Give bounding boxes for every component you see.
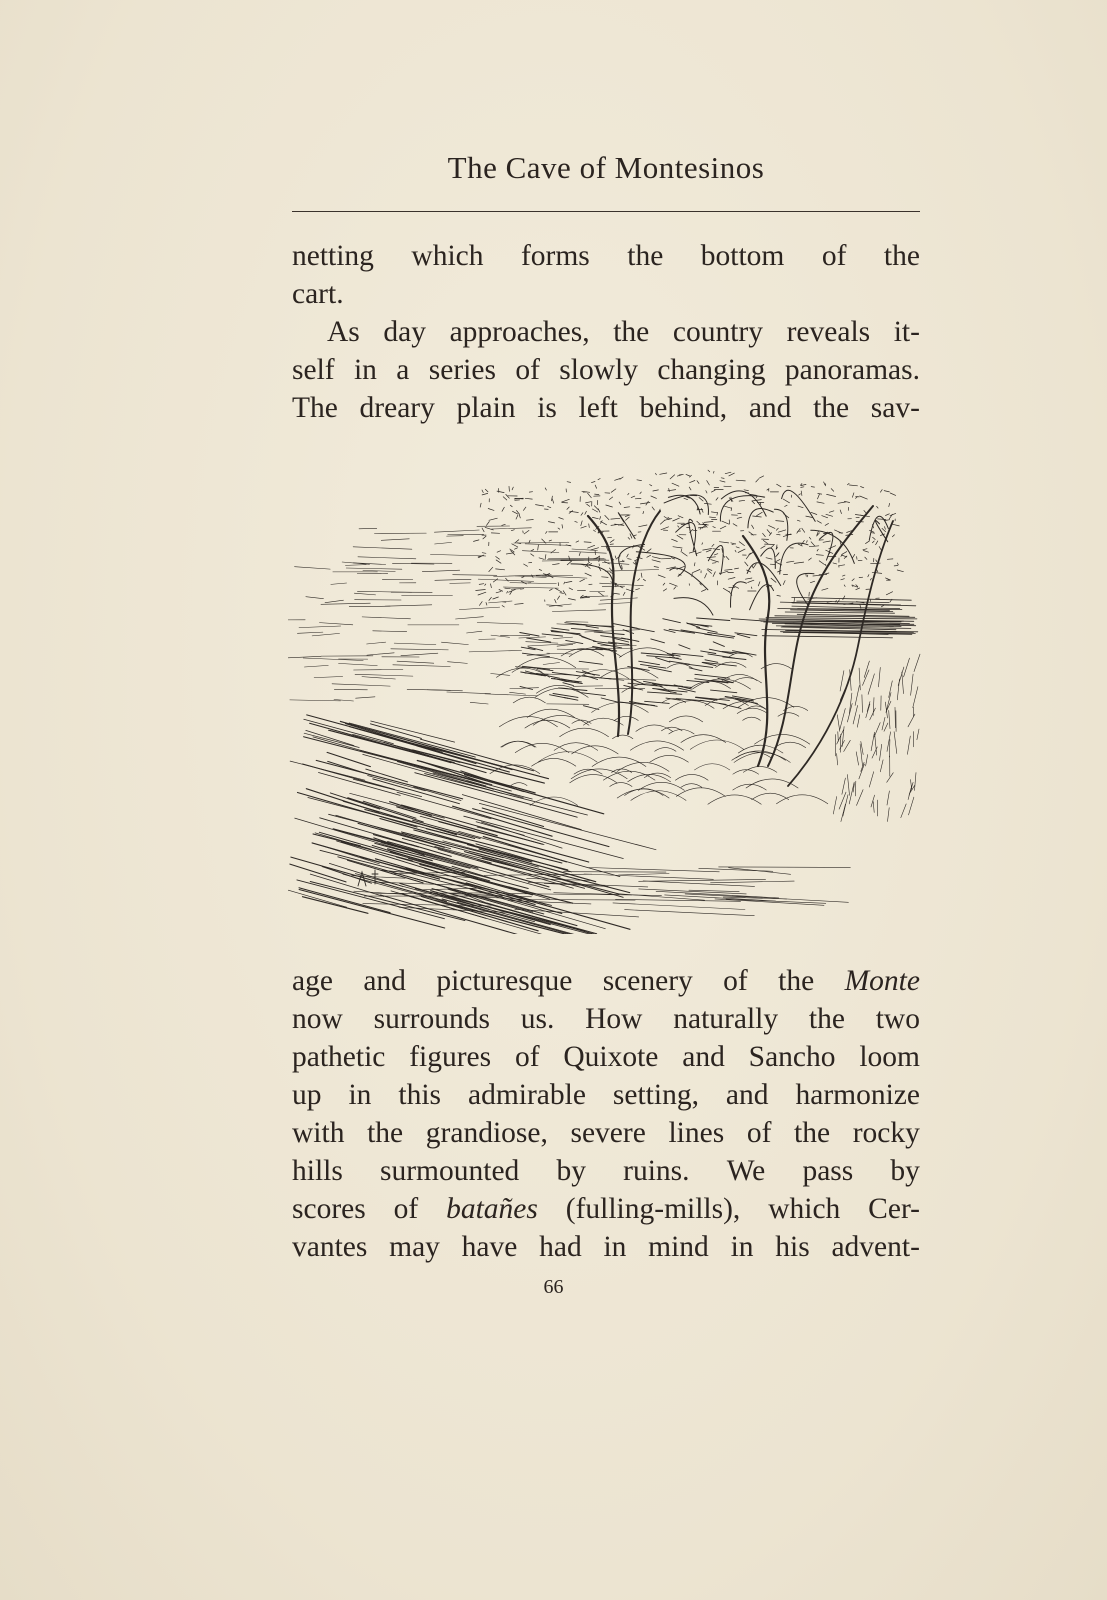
word: a	[396, 354, 410, 386]
word: the	[883, 240, 920, 272]
word: How	[585, 1003, 643, 1035]
text-line	[292, 275, 920, 313]
word: panoramas.	[784, 354, 920, 386]
word: surmounted	[380, 1155, 520, 1187]
word: vantes	[292, 1231, 368, 1263]
word: scenery	[602, 965, 693, 997]
word: series	[428, 354, 496, 386]
word: now	[292, 1003, 343, 1035]
word: rocky	[852, 1117, 920, 1149]
word: his	[775, 1231, 810, 1263]
word: loom	[859, 1041, 920, 1073]
word: of	[515, 354, 540, 386]
word: pass	[802, 1155, 854, 1187]
word: grandiose,	[425, 1117, 548, 1149]
word: advent-	[831, 1231, 920, 1263]
word: forms	[520, 240, 590, 272]
word: figures	[409, 1041, 492, 1073]
word: of	[821, 240, 847, 272]
word: the	[613, 316, 650, 348]
word: surrounds	[373, 1003, 490, 1035]
word: reveals	[786, 316, 871, 348]
word: naturally	[673, 1003, 779, 1035]
text-line	[292, 1190, 920, 1228]
word: of	[393, 1193, 419, 1225]
word: lines	[668, 1117, 725, 1149]
word: is	[537, 392, 557, 424]
text-line	[292, 962, 920, 1000]
word: the	[808, 1003, 845, 1035]
word: sav-	[870, 392, 920, 424]
word: plain	[456, 392, 516, 424]
text-line	[292, 1076, 920, 1114]
word: dreary	[359, 392, 435, 424]
word: slowly	[559, 354, 638, 386]
word: in	[603, 1231, 627, 1263]
word: hills	[292, 1155, 343, 1187]
word: netting	[292, 240, 374, 272]
word: the	[627, 240, 664, 272]
word: batañes	[446, 1193, 538, 1225]
word: the	[813, 392, 850, 424]
word: picturesque	[436, 965, 573, 997]
word: which	[411, 240, 484, 272]
word: may	[389, 1231, 440, 1263]
word: the	[778, 965, 815, 997]
landscape-illustration	[288, 466, 930, 934]
text-line	[292, 1114, 920, 1152]
word: us.	[520, 1003, 555, 1035]
running-head: The Cave of Montesinos	[447, 150, 765, 185]
word: in	[730, 1231, 754, 1263]
word: which	[768, 1193, 841, 1225]
word: left	[578, 392, 618, 424]
text-line	[292, 1038, 920, 1076]
word: The	[292, 392, 338, 424]
word: harmonize	[795, 1079, 920, 1111]
word: ruins.	[623, 1155, 690, 1187]
word: country	[672, 316, 763, 348]
word: (fulling-mills),	[565, 1193, 741, 1225]
word: with	[292, 1117, 345, 1149]
word: As	[327, 316, 360, 348]
word: of	[746, 1117, 772, 1149]
word: and	[725, 1079, 769, 1111]
text-line	[292, 313, 920, 351]
word: up	[292, 1079, 322, 1111]
word: and	[748, 392, 792, 424]
word: in	[353, 354, 377, 386]
word: Cer-	[868, 1193, 920, 1225]
word: Sancho	[748, 1041, 836, 1073]
text-block-bottom	[292, 962, 920, 1266]
word: pathetic	[292, 1041, 386, 1073]
text-line	[292, 1228, 920, 1266]
word: bottom	[700, 240, 785, 272]
text-line	[292, 389, 920, 427]
header-rule	[292, 211, 920, 212]
word: it-	[893, 316, 920, 348]
word: behind,	[639, 392, 728, 424]
word: day	[383, 316, 426, 348]
word: of	[723, 965, 748, 997]
word: severe	[570, 1117, 646, 1149]
word: of	[514, 1041, 540, 1073]
word: cart.	[292, 278, 344, 310]
word: and	[682, 1041, 725, 1073]
word: self	[292, 354, 335, 386]
word: mind	[648, 1231, 709, 1263]
word: had	[539, 1231, 582, 1263]
word: and	[363, 965, 406, 997]
word: approaches,	[449, 316, 590, 348]
text-line	[292, 351, 920, 389]
text-line	[292, 237, 920, 275]
text-block-top	[292, 237, 920, 427]
text-line	[292, 1000, 920, 1038]
word: admirable	[467, 1079, 586, 1111]
text-line	[292, 1152, 920, 1190]
word: by	[556, 1155, 586, 1187]
word: this	[398, 1079, 442, 1111]
word: the	[367, 1117, 404, 1149]
word: Quixote	[563, 1041, 659, 1073]
word: Monte	[844, 965, 920, 997]
word: scores	[292, 1193, 366, 1225]
word: two	[875, 1003, 920, 1035]
word: age	[292, 965, 333, 997]
word: the	[794, 1117, 831, 1149]
word: by	[890, 1155, 920, 1187]
word: have	[461, 1231, 518, 1263]
page-number: 66	[543, 1276, 564, 1298]
word: We	[726, 1155, 766, 1187]
word: in	[348, 1079, 372, 1111]
word: setting,	[612, 1079, 699, 1111]
word: changing	[657, 354, 766, 386]
